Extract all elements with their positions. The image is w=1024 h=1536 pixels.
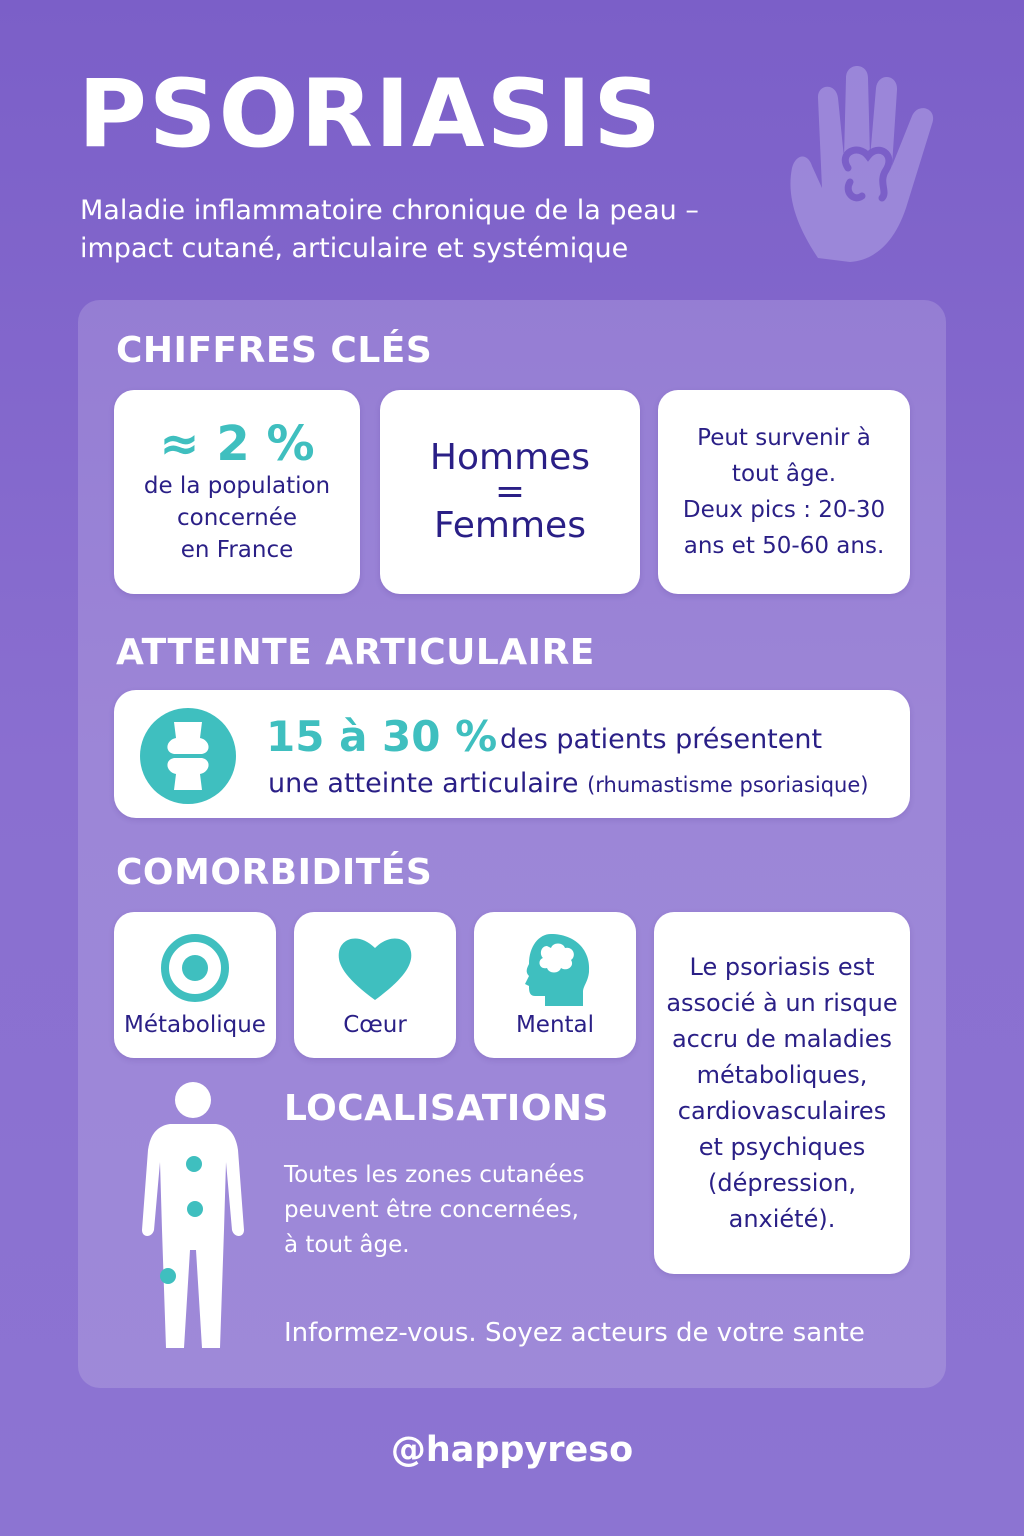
section-title-atteinte: ATTEINTE ARTICULAIRE <box>116 632 595 673</box>
comorbidity-label-heart: Cœur <box>343 1012 407 1038</box>
stat-gender-line3: Femmes <box>434 505 586 546</box>
stat-population-value: ≈ 2 % <box>159 415 315 472</box>
comorbidity-label-mental: Mental <box>515 1012 595 1038</box>
localisations-line3: à tout âge. <box>284 1232 410 1258</box>
brain-head-icon <box>515 932 595 1008</box>
heart-icon <box>335 932 415 1004</box>
stat-age-line3: Deux pics : 20-30 <box>682 497 886 523</box>
comorbidity-label-metabolic: Métabolique <box>124 1012 266 1038</box>
stat-age-line1: Peut survenir à <box>697 425 871 451</box>
comorbidity-text-line3: accru de maladies <box>671 1025 893 1053</box>
comorbidity-card-mental <box>474 912 636 1058</box>
subtitle-line-1: Maladie inflammatoire chronique de la peau – <box>80 195 699 226</box>
joint-line2-main: une atteinte articulaire <box>268 768 579 799</box>
joint-percentage: 15 à 30 % <box>266 712 498 761</box>
comorbidity-info-card <box>654 912 910 1274</box>
stat-age-line4: ans et 50-60 ans. <box>683 533 885 559</box>
stat-card-gender <box>380 390 640 594</box>
localisations-line1: Toutes les zones cutanées <box>284 1162 585 1188</box>
footer-tagline: Informez-vous. Soyez acteurs de votre sante <box>284 1318 865 1348</box>
stat-population-line2: concernée <box>176 505 298 532</box>
subtitle-line-2: impact cutané, articulaire et systémique <box>80 233 629 264</box>
joint-icon <box>140 708 236 804</box>
page-title: PSORIASIS <box>78 60 663 169</box>
stat-gender-line2: = <box>494 471 526 512</box>
comorbidity-text-line6: et psychiques <box>698 1133 866 1161</box>
joint-line1: des patients présentent <box>500 724 823 755</box>
section-title-chiffres-cles: CHIFFRES CLÉS <box>116 330 433 371</box>
comorbidity-text-line1: Le psoriasis est <box>689 953 875 981</box>
section-title-comorbidites: COMORBIDITÉS <box>116 852 433 893</box>
stat-card-population <box>114 390 360 594</box>
localisations-text <box>284 1158 624 1263</box>
hand-icon <box>778 58 958 268</box>
comorbidity-text-line2: associé à un risque <box>666 989 898 1017</box>
section-title-localisations: LOCALISATIONS <box>284 1088 609 1129</box>
comorbidity-text-line4: métaboliques, <box>696 1061 868 1089</box>
body-silhouette-icon <box>140 1080 246 1352</box>
stat-population-line1: de la population <box>143 473 331 500</box>
joint-card <box>114 690 910 818</box>
page-subtitle <box>80 192 800 268</box>
localisations-line2: peuvent être concernées, <box>284 1197 579 1223</box>
joint-line2-small: (rhumastisme psoriasique) <box>587 773 869 797</box>
comorbidity-text-line5: cardiovasculaires <box>677 1097 887 1125</box>
stat-gender-line1: Hommes <box>429 437 591 478</box>
comorbidity-card-heart <box>294 912 456 1058</box>
stat-population-line3: en France <box>180 537 294 564</box>
comorbidity-text-line7: (dépression, <box>708 1169 856 1197</box>
target-icon <box>159 932 231 1004</box>
comorbidity-card-metabolic <box>114 912 276 1058</box>
social-handle: @happyreso <box>390 1430 634 1470</box>
stat-card-age <box>658 390 910 594</box>
joint-line2 <box>268 768 868 799</box>
comorbidity-text-line8: anxiété). <box>728 1205 836 1233</box>
stat-age-line2: tout âge. <box>731 461 837 487</box>
